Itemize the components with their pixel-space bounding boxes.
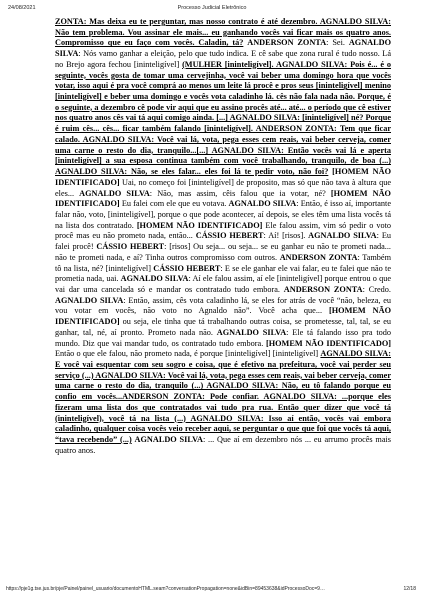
speaker-name: AGNALDO SILVA [79, 188, 150, 198]
speech-text: : [risos] Ou seja... ou seja... se eu ganhar eu não te prometi nada... não te prometi nada, e aí? Tinha outros compromisso com outros. [55, 242, 391, 262]
speaker-name: ANDERSON ZONTA [279, 252, 358, 262]
speech-text: Uai, no começo foi [ininteligível] de proposito, mas só que não tava à altura que eles... [55, 177, 391, 198]
speaker-name: AGNALDO SILVA [55, 38, 391, 59]
transcript-paragraph [55, 17, 391, 456]
speaker-name: ANDERSON ZONTA [247, 38, 327, 48]
print-footer [0, 584, 424, 596]
document-url: https://pje1g.tse.jus.br/pje/Painel/painel_usuario/documentoHTML.seam?conversationPropagation=none&idBin=89453638&idProcessoDoc=9… [6, 586, 325, 592]
speech-text: : Credo. [362, 284, 391, 294]
speaker-name: ANDERSON ZONTA [283, 284, 363, 294]
speech-text: : Então, assim, cês vota caladinho lá, se eles for atrás de você “não, beleza, eu vou votar em vocês, não voto no Agnaldo não”. Você acha que... [55, 295, 391, 316]
speech-text: : Aí ele falou assim, aí ele [ininteligível] porque entrou o que vai dar uma cancelada só e mandar os contratado tudo embora. [55, 274, 391, 294]
speaker-name: [HOMEM NÃO IDENTIFICADO] [55, 306, 392, 327]
page-number: 12/18 [403, 586, 416, 592]
speech-text: : ... Que aí em dezembro nós ... eu arrumo procês mais quatro anos. [55, 435, 392, 455]
speaker-name: [HOMEM NÃO IDENTIFICADO] [55, 188, 391, 209]
speech-text: : Não, mas assim, cêis falou que ia votar, né? [149, 188, 331, 198]
quote-underlined: (MULHER [ininteligível]. AGNALDO SILVA: Pois é... é o seguinte, vocês gosta de tomar uma cervejinha, você vai beber uma domingo hora que vocês votar, isso aqui é pra você comprá ao menos um leite lá procê e pros seus [ininteligível] menino [ininteligível] e beber uma domingo e vocês vota caladinho lá. cês não fala nada não. Porque, é o seguinte, a dezembro cê pode vir aqui que eu assino procês até... até... o período que cê estiver nos quatro anos cês vai tá aqui comigo ainda. [...] AGNALDO SILVA: [ininteligível] né? Porque é ruim cês... cês... ficar também falando [ininteligível]. ANDERSON ZONTA: Tem que ficar calado. AGNALDO SILVA: Você vai lá, vota, pega esses cem reais, vai beber cerveja, comer uma carne o resto do dia, tranquilo...[...] AGNALDO SILVA: Então vocês vai lá e aperta [ininteligível] a sua esposa continua também com você trabalhando, tranquilo, de boa (...) AGNALDO SILVA: Não, se eles falar... eles foi lá te pedir voto, não foi? [55, 59, 391, 177]
print-date: 24/08/2021 [8, 5, 36, 11]
speech-text: : Sei. [326, 38, 349, 48]
speaker-name: CÁSSIO HEBERT [153, 263, 221, 273]
speaker-name: AGNALDO SILVA [228, 199, 297, 209]
speaker-name: [HOMEM NÃO IDENTIFICADO] [265, 338, 391, 348]
print-header [0, 0, 424, 14]
speech-text: : Também tô na lista, né? [ininteligível] [55, 252, 392, 273]
document-body [55, 17, 391, 456]
speech-text: : Eu falei procê! [55, 231, 391, 252]
speaker-name: [HOMEM NÃO IDENTIFICADO] [55, 167, 391, 187]
speaker-name: AGNALDO SILVA [216, 327, 287, 337]
quote-underlined: ZONTA: Mas deixa eu te perguntar, mas nosso contrato é até dezembro. AGNALDO SILVA: Não tem problema. Vou assinar ele mais... eu ganhando vocês vai ficar mais os quatro anos. Compromisso que eu faço com vocês. Caladin, tá? [55, 17, 391, 48]
speech-text: : Ele tá falando isso pra todo mundo. Diz que vai mandar tudo, os contratado tudo embora. [55, 327, 391, 348]
speaker-name: AGNALDO SILVA [134, 435, 203, 445]
quote-underlined: AGNALDO SILVA: E você vai esquentar com seu sogro e coisa, que é efetivo na prefeitura, você vai perder seu serviço (...) AGNALDO SILVA: Você vai lá, vota, pega esses cem reais, vai beber cerveja, comer uma carne o resto do dia, tranquilo (...) AGNALDO SILVA: Não, eu tô falando porque eu confio em vocês...ANDERSON ZONTA: Pode confiar. AGNALDO SILVA: ...porque eles fizeram uma lista dos que contratados vai tudo pra rua. Então quer dizer que você tá (ininteligível), você tá na lista (...) AGNALDO SILVA: Isso aí então, vocês vai embora caladinho, qualquer coisa vocês veio receber aqui, se perguntar o que que foi que vocês tá aqui, “tava recebendo” (...) [55, 349, 391, 445]
speech-text: Ele falou assim, vim só pedir o voto procê mas eu não prometo nada, então... [55, 220, 391, 241]
speaker-name: AGNALDO SILVA [308, 231, 377, 241]
speech-text: ou seja, ele tinha que tá trabalhando outras coisa, se prometesse, tal, tal, se eu ganhar, tal, né, aí pronto. Prometo nada não. [55, 317, 391, 337]
speech-text: Então o que ele falou, não prometo nada, é porque [ininteligível] [ininteligível] [55, 349, 321, 359]
speaker-name: [HOMEM NÃO IDENTIFICADO] [136, 220, 263, 230]
speech-text: : Nós vamo ganhar a eleição, pelo que tudo indica. E cê sabe que zona rural é tudo nosso. Lá no Brejo agora fechou [ininteligível] [55, 49, 391, 69]
speech-text: : E se ele ganhar ele vai falar, eu te falei que não te prometia nada, uai. [55, 263, 392, 284]
speech-text: : Então, é isso aí, importante falar não, voto, [ininteligível], porque o que pode acontecer, aí depois, se eles têm uma lista vocês tá na lista dos contratado. [55, 199, 391, 230]
speaker-name: CÁSSIO HEBERT [195, 231, 264, 241]
speech-text: : Aí! [risos]. [263, 231, 309, 241]
speaker-name: AGNALDO SILVA [120, 274, 189, 284]
speaker-name: CÁSSIO HEBERT [96, 242, 165, 252]
speech-text: Eu falei com ele que eu votava. [119, 199, 229, 209]
speaker-name: AGNALDO SILVA [55, 295, 124, 305]
print-title: Processo Judicial Eletrônico [177, 5, 247, 11]
